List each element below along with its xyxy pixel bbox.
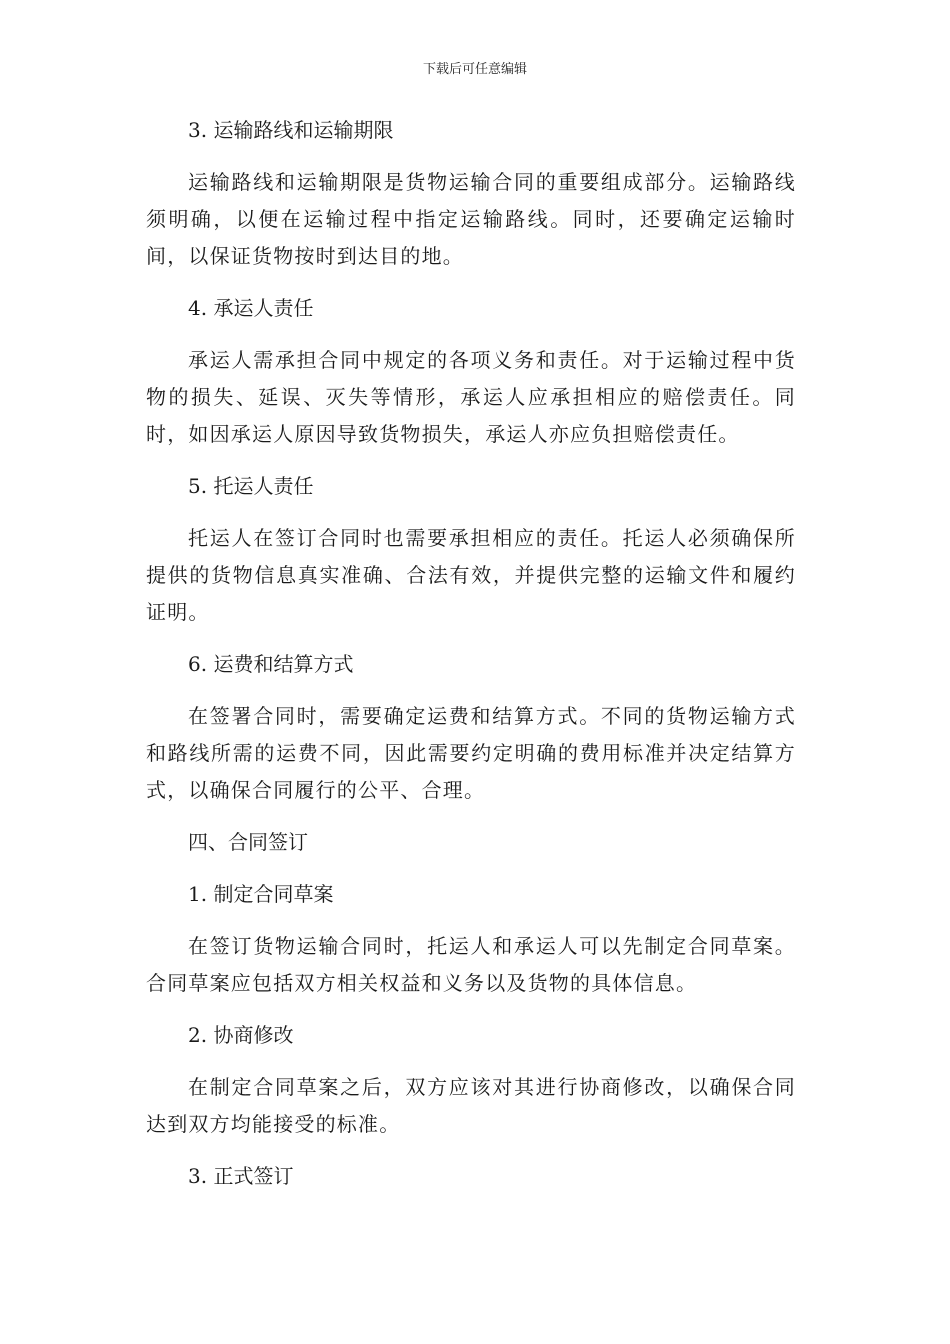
chapter-heading: 四、合同签订 (188, 830, 308, 854)
section-heading: 6. 运费和结算方式 (188, 652, 354, 676)
paragraph: 在签订货物运输合同时，托运人和承运人可以先制定合同草案。合同草案应包括双方相关权益和义务以及货物的具体信息。 (146, 934, 796, 995)
section-heading: 3. 运输路线和运输期限 (188, 118, 394, 142)
paragraph: 托运人在签订合同时也需要承担相应的责任。托运人必须确保所提供的货物信息真实准确、合法有效，并提供完整的运输文件和履约证明。 (146, 526, 796, 624)
section-heading: 2. 协商修改 (188, 1023, 294, 1047)
paragraph: 运输路线和运输期限是货物运输合同的重要组成部分。运输路线须明确，以便在运输过程中指定运输路线。同时，还要确定运输时间，以保证货物按时到达目的地。 (146, 170, 796, 268)
header-note: 下载后可任意编辑 (422, 62, 527, 77)
paragraph: 在制定合同草案之后，双方应该对其进行协商修改，以确保合同达到双方均能接受的标准。 (146, 1075, 796, 1136)
paragraph: 承运人需承担合同中规定的各项义务和责任。对于运输过程中货物的损失、延误、灭失等情形，承运人应承担相应的赔偿责任。同时，如因承运人原因导致货物损失，承运人亦应负担赔偿责任。 (146, 348, 796, 446)
document-body (146, 112, 796, 1210)
section-heading: 3. 正式签订 (188, 1164, 294, 1188)
section-heading: 5. 托运人责任 (188, 474, 314, 498)
section-heading: 4. 承运人责任 (188, 296, 314, 320)
paragraph: 在签署合同时，需要确定运费和结算方式。不同的货物运输方式和路线所需的运费不同，因此需要约定明确的费用标准并决定结算方式，以确保合同履行的公平、合理。 (146, 704, 796, 802)
section-heading: 1. 制定合同草案 (188, 882, 334, 906)
